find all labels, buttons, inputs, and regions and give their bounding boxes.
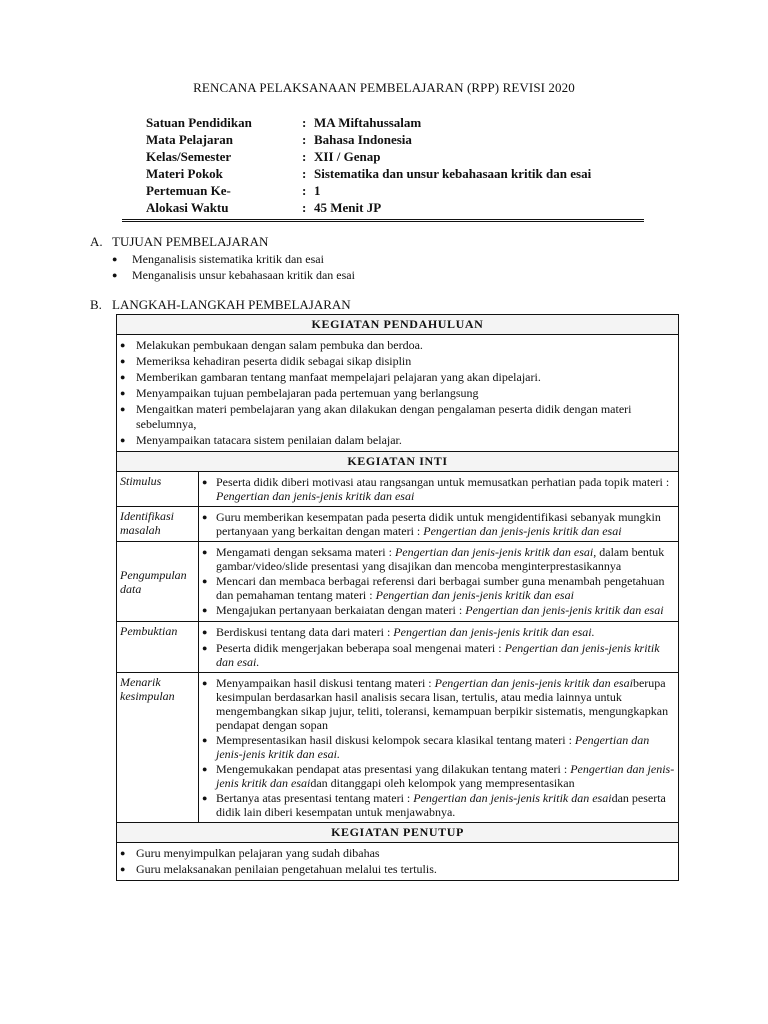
list-item — [202, 791, 675, 819]
info-value: Sistematika dan unsur kebahasaan kritik dan esai — [314, 166, 592, 181]
info-sep: : — [302, 115, 307, 130]
section-langkah — [90, 297, 690, 312]
topic-text: Pengertian dan jenis-jenis kritik dan esai — [434, 676, 633, 690]
info-sep: : — [302, 200, 307, 215]
list-item-text — [216, 625, 595, 640]
list-item — [120, 433, 675, 448]
bullet-icon: ● — [202, 678, 208, 688]
list-item — [202, 762, 675, 790]
info-row-mapel — [146, 131, 591, 148]
info-key: Satuan Pendidikan — [146, 115, 252, 130]
step-list — [202, 545, 675, 618]
bullet-icon: ● — [202, 547, 208, 557]
info-sep: : — [302, 166, 307, 181]
bullet-icon: ● — [120, 340, 126, 350]
list-item-text: Menyampaikan tatacara sistem penilaian dalam belajar. — [136, 433, 402, 447]
list-item-text: Menyampaikan tujuan pembelajaran pada pertemuan yang berlangsung — [136, 386, 479, 400]
list-item-text — [216, 733, 675, 761]
step-tail: , dalam bentuk gambar/video/slide presentasi yang disajikan dan mencoba menginterprestasikannya — [216, 545, 665, 573]
list-item-text: Menganalisis unsur kebahasaan kritik dan esai — [132, 268, 355, 282]
info-value: 45 Menit JP — [314, 200, 382, 215]
section-tujuan — [90, 234, 690, 284]
step-text: Peserta didik diberi motivasi atau rangsangan untuk memusatkan perhatian pada topik materi : — [216, 475, 670, 489]
pendahuluan-heading: KEGIATAN PENDAHULUAN — [117, 315, 679, 335]
inti-heading: KEGIATAN INTI — [117, 452, 679, 472]
list-item-text — [216, 510, 675, 538]
double-rule-divider — [122, 219, 644, 222]
table-row — [117, 843, 679, 881]
bullet-icon: ● — [112, 270, 118, 280]
topic-text: Pengertian dan jenis-jenis kritik dan esai. — [216, 733, 650, 761]
step-list — [202, 625, 675, 669]
pendahuluan-list — [120, 338, 675, 448]
list-item — [120, 386, 675, 401]
list-item — [120, 846, 675, 861]
info-value: MA Miftahussalam — [314, 115, 422, 130]
step-text: Guru memberikan kesempatan pada peserta didik untuk mengidentifikasi sebanyak mungkin pertanyaan yang berkaitan dengan materi : — [216, 510, 661, 538]
topic-text: Pengertian dan jenis-jenis kritik dan esai. — [216, 641, 660, 669]
step-label-identifikasi: Identifikasi masalah — [117, 507, 199, 542]
pendahuluan-cell — [117, 335, 679, 452]
info-key: Mata Pelajaran — [146, 132, 234, 147]
info-sep: : — [302, 183, 307, 198]
step-content — [199, 507, 679, 542]
section-heading — [90, 234, 690, 249]
info-block — [146, 114, 591, 216]
penutup-heading: KEGIATAN PENUTUP — [117, 823, 679, 843]
table-row — [117, 673, 679, 823]
list-item-text: Guru menyimpulkan pelajaran yang sudah dibahas — [136, 846, 380, 860]
list-item — [202, 625, 675, 640]
list-item — [202, 733, 675, 761]
table-row — [117, 335, 679, 452]
step-label-pembuktian: Pembuktian — [117, 622, 199, 673]
step-tail: dan peserta didik lain diberi kesempatan untuk menjawabnya. — [216, 791, 666, 819]
bullet-icon: ● — [202, 605, 208, 615]
bullet-icon: ● — [120, 864, 126, 874]
document-title: RENCANA PELAKSANAAN PEMBELAJARAN (RPP) REVISI 2020 — [193, 80, 575, 95]
bullet-icon: ● — [120, 372, 126, 382]
list-item-text — [216, 762, 675, 790]
bullet-icon: ● — [120, 435, 126, 445]
topic-text: Pengertian dan jenis-jenis kritik dan esai — [423, 524, 622, 538]
penutup-cell — [117, 843, 679, 881]
bullet-icon: ● — [202, 764, 208, 774]
info-row-alokasi — [146, 199, 591, 216]
list-item — [112, 252, 690, 268]
tujuan-list — [112, 252, 690, 284]
step-text: Mengemukakan pendapat atas presentasi yang dilakukan tentang materi : — [216, 762, 571, 776]
topic-text: Pengertian dan jenis-jenis kritik dan esai — [216, 762, 675, 790]
list-item — [120, 354, 675, 369]
info-key: Alokasi Waktu — [146, 200, 229, 215]
info-value: XII / Genap — [314, 149, 381, 164]
section-letter: A. — [90, 234, 103, 249]
bullet-icon: ● — [202, 735, 208, 745]
step-text: Menyampaikan hasil diskusi tentang materi : — [216, 676, 435, 690]
list-item — [120, 402, 675, 432]
step-text: Peserta didik mengerjakan beberapa soal mengenai materi : — [216, 641, 505, 655]
list-item-text — [216, 641, 675, 669]
info-sep: : — [302, 132, 307, 147]
bullet-icon: ● — [202, 627, 208, 637]
list-item-text: Memeriksa kehadiran peserta didik sebagai sikap disiplin — [136, 354, 412, 368]
info-key: Kelas/Semester — [146, 149, 232, 164]
step-text: Mengamati dengan seksama materi : — [216, 545, 395, 559]
list-item-text: Guru melaksanakan penilaian pengetahuan melalui tes tertulis. — [136, 862, 437, 876]
step-list — [202, 475, 675, 503]
list-item — [120, 370, 675, 385]
table-row — [117, 823, 679, 843]
list-item-text — [216, 545, 675, 573]
list-item — [120, 862, 675, 877]
topic-text: Pengertian dan jenis-jenis kritik dan esai — [394, 545, 594, 559]
topic-text: Pengertian dan jenis-jenis kritik dan esai — [375, 588, 574, 602]
bullet-icon: ● — [120, 848, 126, 858]
step-tail: dan ditanggapi oleh kelompok yang mempresentasikan — [310, 776, 575, 790]
info-sep: : — [302, 149, 307, 164]
topic-text: Pengertian dan jenis-jenis kritik dan esai. — [393, 625, 595, 639]
bullet-icon: ● — [202, 512, 208, 522]
bullet-icon: ● — [202, 477, 208, 487]
table-row — [117, 507, 679, 542]
step-content — [199, 673, 679, 823]
table-row — [117, 622, 679, 673]
section-title: TUJUAN PEMBELAJARAN — [112, 234, 269, 249]
bullet-icon: ● — [120, 404, 126, 414]
table-row — [117, 452, 679, 472]
step-list — [202, 676, 675, 819]
list-item-text: Menganalisis sistematika kritik dan esai — [132, 252, 324, 266]
step-list — [202, 510, 675, 538]
bullet-icon: ● — [202, 576, 208, 586]
step-tail: berupa kesimpulan berdasarkan hasil analisis secara lisan, tertulis, atau media lainnya untuk mengembangkan sikap jujur, teliti, toleransi, kemampuan berpikir sistematis, mengungkapkan pendapat dengan sopan — [216, 676, 669, 732]
info-row-pertemuan — [146, 182, 591, 199]
step-label-pengumpulan: Pengumpulan data — [117, 542, 199, 622]
topic-text: Pengertian dan jenis-jenis kritik dan esai — [413, 791, 612, 805]
section-letter: B. — [90, 297, 102, 312]
info-value: Bahasa Indonesia — [314, 132, 412, 147]
langkah-table — [116, 314, 679, 881]
table-row — [117, 542, 679, 622]
table-row — [117, 315, 679, 335]
step-text: Mencari dan membaca berbagai referensi dari berbagai sumber guna menambah pengetahuan dan pemahaman tentang materi : — [216, 574, 665, 602]
list-item-text: Memberikan gambaran tentang manfaat mempelajari pelajaran yang akan dipelajari. — [136, 370, 541, 384]
step-content — [199, 472, 679, 507]
list-item-text — [216, 676, 675, 732]
step-text: Berdiskusi tentang data dari materi : — [216, 625, 394, 639]
topic-text: Pengertian dan jenis-jenis kritik dan esai — [465, 603, 664, 617]
step-content — [199, 622, 679, 673]
step-text: Bertanya atas presentasi tentang materi : — [216, 791, 414, 805]
info-key: Materi Pokok — [146, 166, 223, 181]
list-item-text — [216, 603, 664, 618]
info-row-satuan — [146, 114, 591, 131]
info-row-kelas — [146, 148, 591, 165]
list-item — [202, 603, 675, 618]
bullet-icon: ● — [202, 643, 208, 653]
penutup-list — [120, 846, 675, 877]
list-item — [202, 574, 675, 602]
bullet-icon: ● — [120, 356, 126, 366]
list-item — [202, 676, 675, 732]
bullet-icon: ● — [202, 793, 208, 803]
list-item-text — [216, 791, 675, 819]
list-item-text — [216, 574, 675, 602]
list-item — [202, 510, 675, 538]
step-label-stimulus: Stimulus — [117, 472, 199, 507]
list-item — [112, 268, 690, 284]
list-item — [202, 641, 675, 669]
table-row — [117, 472, 679, 507]
info-value: 1 — [314, 183, 321, 198]
list-item-text: Melakukan pembukaan dengan salam pembuka dan berdoa. — [136, 338, 423, 352]
section-heading — [90, 297, 690, 312]
list-item — [202, 545, 675, 573]
step-text: Mengajukan pertanyaan berkaiatan dengan materi : — [216, 603, 466, 617]
bullet-icon: ● — [120, 388, 126, 398]
list-item — [120, 338, 675, 353]
step-content — [199, 542, 679, 622]
step-text: Mempresentasikan hasil diskusi kelompok secara klasikal tentang materi : — [216, 733, 575, 747]
step-label-kesimpulan: Menarik kesimpulan — [117, 673, 199, 823]
list-item — [202, 475, 675, 503]
topic-text: Pengertian dan jenis-jenis kritik dan esai — [216, 489, 415, 503]
section-title: LANGKAH-LANGKAH PEMBELAJARAN — [112, 297, 351, 312]
info-key: Pertemuan Ke- — [146, 183, 231, 198]
list-item-text: Mengaitkan materi pembelajaran yang akan dilakukan dengan pengalaman peserta didik dengan materi sebelumnya, — [136, 402, 632, 431]
info-row-materi — [146, 165, 591, 182]
list-item-text — [216, 475, 675, 503]
bullet-icon: ● — [112, 254, 118, 264]
